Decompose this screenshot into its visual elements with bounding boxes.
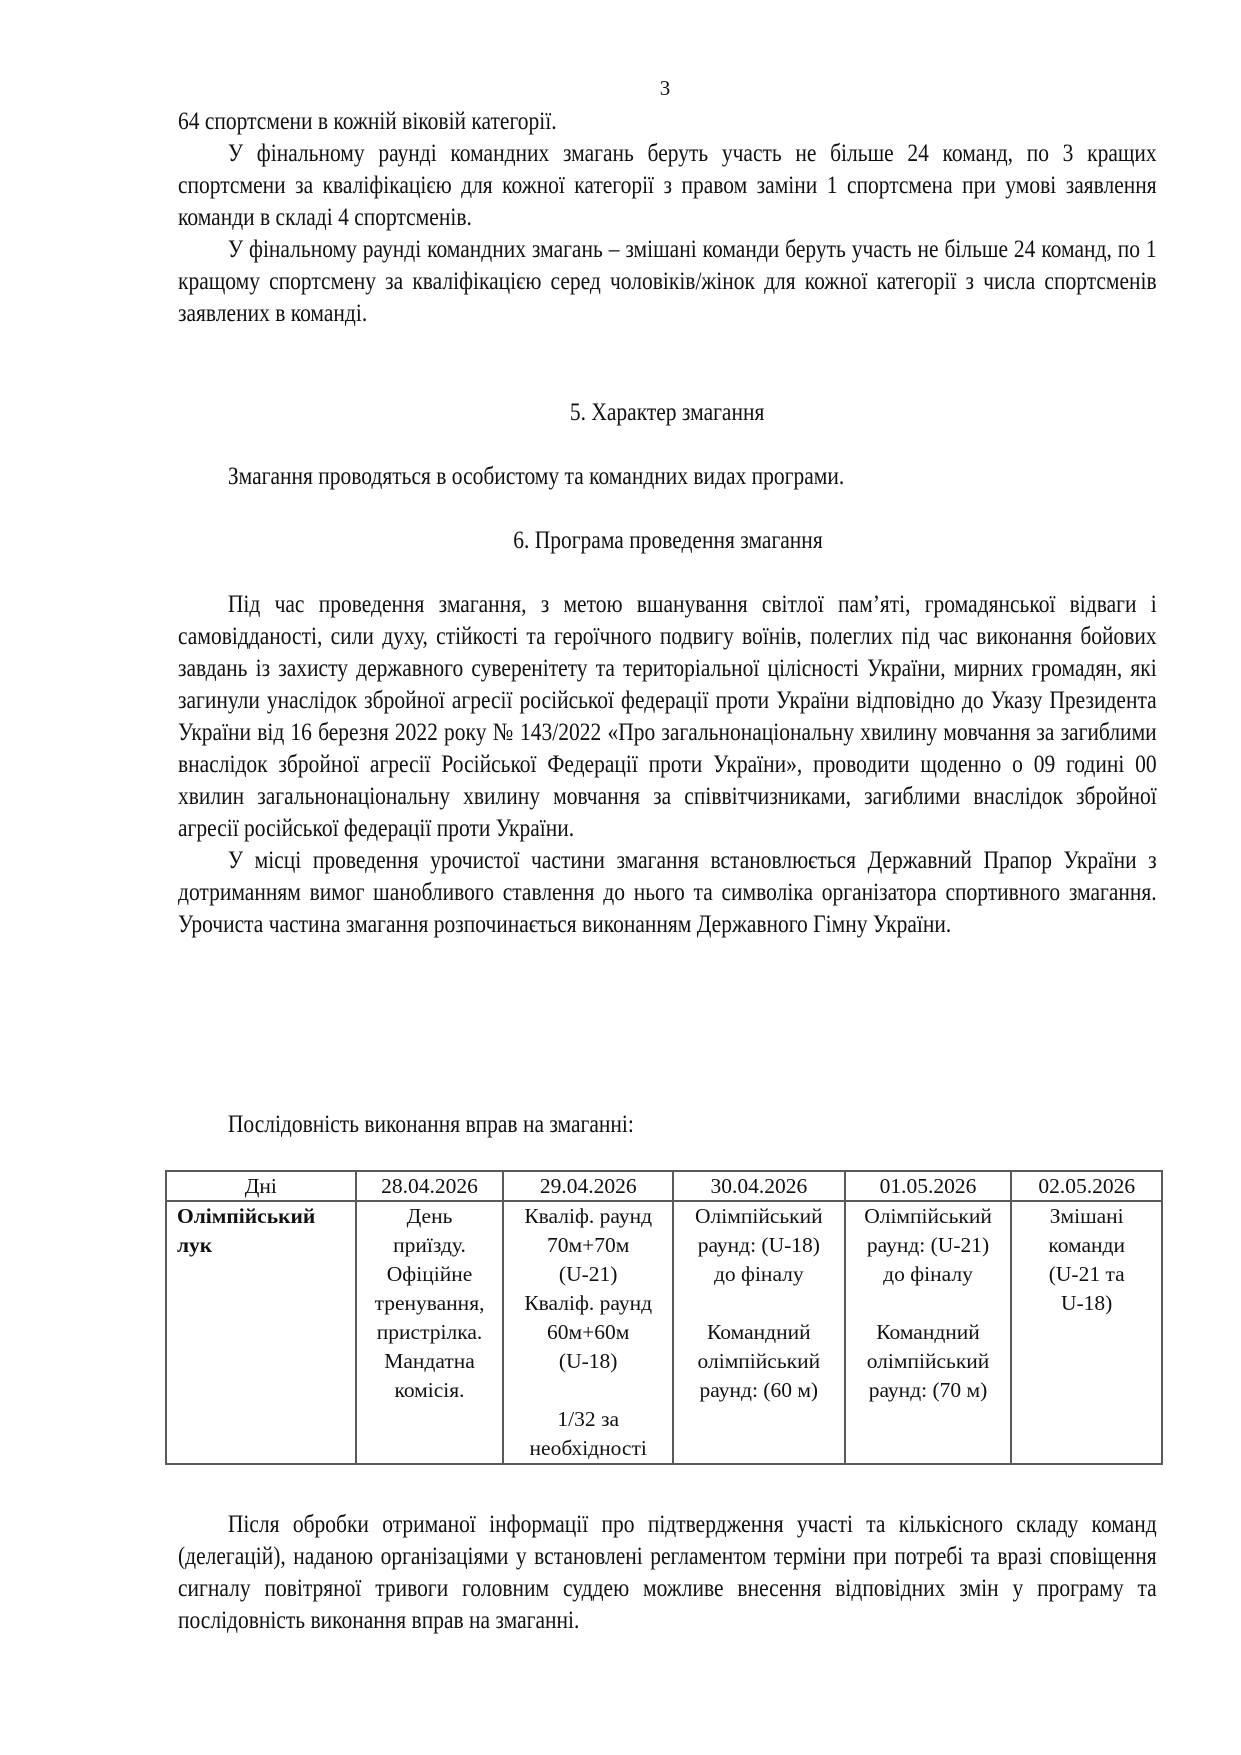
header-date: 02.05.2026 <box>1011 1171 1162 1201</box>
cell-line: до фіналу <box>713 1262 804 1286</box>
cell-line: комісія. <box>394 1378 465 1402</box>
cell-line: олімпійський <box>697 1349 821 1373</box>
discipline-label <box>166 1201 356 1464</box>
cell-line: пристрілка. <box>376 1320 483 1344</box>
cell-line: 60м+60м <box>547 1320 630 1344</box>
table-intro <box>178 1109 1157 1141</box>
cell-spacer <box>678 1289 840 1318</box>
table-header-row <box>166 1171 1162 1201</box>
paragraph-mixed-team-final: У фінальному раунді командних змагань – змішані команди беруть участь не більше 24 команд, по 1 кращому спортсмену за кваліфікацією серед чоловіків/жінок для кожної категорії з числа спортсменів заявлених в команді. <box>178 236 1157 327</box>
cell-line: раунд: (60 м) <box>699 1378 819 1402</box>
section-5-heading-text: 5. Характер змагання <box>570 399 765 426</box>
cell-line: Олімпійський <box>864 1204 992 1228</box>
section-6-heading-text: 6. Програма проведення змагання <box>512 527 823 554</box>
header-date: 30.04.2026 <box>673 1171 845 1201</box>
memorial-paragraph: Під час проведення змагання, з метою вшанування світлої пам’яті, громадянської відваги і самовідданості, сили духу, стійкості та героїчного подвигу воїнів, полеглих під час виконання бойових завдань із захисту державного суверенітету та територіальної цілісності України, мирних громадян, які загинули унаслідок збройної агресії російської федерації проти України відповідно до Указу Президента України від 16 березня 2022 року № 143/2022 «Про загальнонаціональну хвилину мовчання за загиблими внаслідок збройної агресії Російської Федерації проти України», проводити щоденно о 09 годині 00 хвилин загальнонаціональну хвилину мовчання за співвітчизниками, загиблими внаслідок збройної агресії російської федерації проти України. <box>178 591 1157 842</box>
cell-line: Офіційне <box>386 1262 473 1286</box>
cell-line: раунд: (70 м) <box>868 1378 988 1402</box>
cell-line: День <box>406 1204 453 1228</box>
cell-line: олімпійський <box>866 1349 990 1373</box>
cell-day-5 <box>1011 1201 1162 1464</box>
table-intro-text: Послідовність виконання вправ на змаганні: <box>227 1111 634 1138</box>
cell-day-4 <box>845 1201 1012 1464</box>
header-date: 01.05.2026 <box>845 1171 1012 1201</box>
cell-line: тренування, <box>374 1291 485 1315</box>
cell-day-3 <box>673 1201 845 1464</box>
cell-line: Кваліф. раунд <box>524 1291 653 1315</box>
cell-line: Командний <box>876 1320 980 1344</box>
ceremony-paragraph: У місці проведення урочистої частини змагання встановлюється Державний Прапор України з дотриманням вимог шанобливого ставлення до нього та символіка організатора спортивного змагання. Урочиста частина змагання розпочинається виконанням Державного Гімну України. <box>178 847 1157 938</box>
cell-line: (U-21) <box>558 1262 618 1286</box>
table-row <box>166 1201 1162 1464</box>
cell-line: (U-18) <box>558 1349 618 1373</box>
cell-line: 70м+70м <box>547 1233 630 1257</box>
section-6-heading <box>178 525 1157 557</box>
header-date: 29.04.2026 <box>503 1171 673 1201</box>
cell-line: необхідності <box>529 1436 647 1460</box>
cell-line: команди <box>1048 1233 1126 1257</box>
schedule-table <box>165 1170 1163 1465</box>
cell-line: Мандатна <box>384 1349 475 1373</box>
closing-paragraph: Після обробки отриманої інформації про підтвердження участі та кількісного складу команд (делегацій), наданою організаціями у встановлені регламентом терміни при потребі та вразі сповіщення сигналу повітряної тривоги головним суддею можливе внесення відповідних змін у програму та послідовність виконання вправ на змаганні. <box>178 1511 1157 1634</box>
top-paragraphs <box>178 106 1157 330</box>
section-5-heading <box>178 397 1157 429</box>
cell-line: раунд: (U-18) <box>697 1233 820 1257</box>
cell-line: Змішані <box>1049 1204 1124 1228</box>
cell-line: 1/32 за <box>557 1407 619 1431</box>
section-5-body <box>178 461 1157 493</box>
page-number: 3 <box>659 76 671 100</box>
cell-line: Кваліф. раунд <box>524 1204 653 1228</box>
section-5-paragraph: Змагання проводяться в особистому та командних видах програми. <box>227 463 845 490</box>
label-line: лук <box>177 1233 213 1257</box>
cell-spacer <box>850 1289 1007 1318</box>
closing-section <box>178 1509 1157 1637</box>
paragraph-team-final: У фінальному раунді командних змагань беруть участь не більше 24 команд, по 3 кращих спортсмени за кваліфікацією для кожної категорії з правом заміни 1 спортсмена при умові заявлення команди в складі 4 спортсменів. <box>178 140 1157 231</box>
cell-line: Олімпійський <box>695 1204 823 1228</box>
cell-line: (U-21 та <box>1048 1262 1125 1286</box>
label-line: Олімпійський <box>177 1204 316 1228</box>
header-date: 28.04.2026 <box>356 1171 504 1201</box>
cell-day-2 <box>503 1201 673 1464</box>
header-days: Дні <box>166 1171 356 1201</box>
cell-line: раунд: (U-21) <box>866 1233 990 1257</box>
cell-day-1 <box>356 1201 504 1464</box>
cell-line: приїзду. <box>393 1233 466 1257</box>
cell-line: Командний <box>707 1320 811 1344</box>
paragraph-continuation: 64 спортсмени в кожній віковій категорії. <box>178 108 557 135</box>
section-6-body <box>178 589 1157 941</box>
cell-line: U-18) <box>1061 1291 1113 1315</box>
cell-line: до фіналу <box>883 1262 973 1286</box>
cell-spacer <box>508 1376 668 1405</box>
